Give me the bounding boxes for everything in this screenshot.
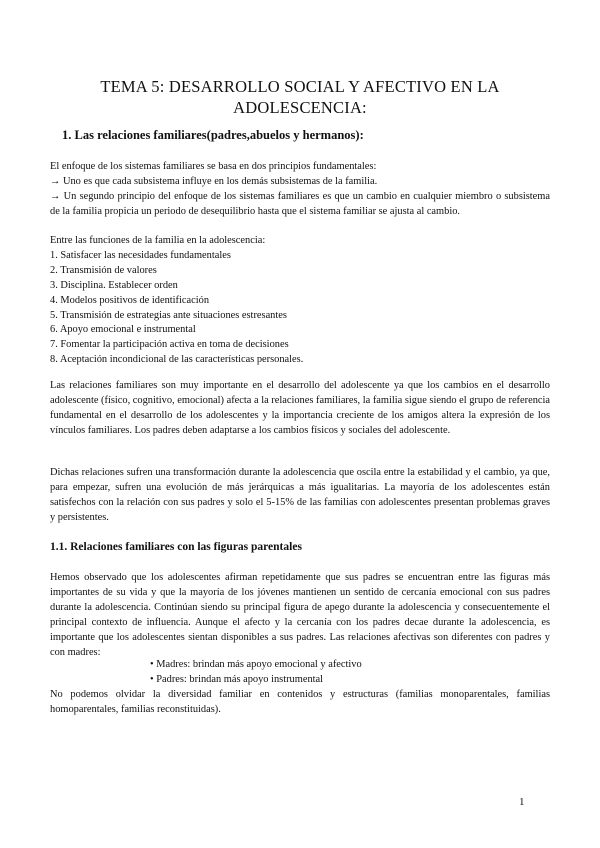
page-number: 1 [519, 796, 525, 808]
functions-lead: Entre las funciones de la familia en la adolescencia: [50, 235, 266, 246]
paragraph-4: No podemos olvidar la diversidad familiar en contenidos y estructuras (familias monoparentales, familias homoparentales, familias reconstituidas). [50, 689, 550, 715]
bullet-list [150, 658, 362, 688]
list-item: 4. Modelos positivos de identificación [50, 294, 210, 306]
list-item: 1. Satisfacer las necesidades fundamentales [50, 249, 231, 261]
intro-block [50, 160, 550, 220]
list-item: 6. Apoyo emocional e instrumental [50, 324, 196, 336]
paragraph-1: Las relaciones familiares son muy importante en el desarrollo del adolescente ya que los cambios en el desarrollo adolescente (físico, cognitivo, emocional) afecta a la relaciones familiares, la familia sigue siendo el grupo de referencia fundamental en el desarrollo de los adolescentes y la importancia creciente de los amigos altera la expresión de los vínculos familiares. Los padres deben adaptarse a los cambios físicos y sociales del adolescente. [50, 380, 550, 436]
section-heading-1-1: 1.1. Relaciones familiares con las figuras parentales [50, 541, 302, 553]
bullet-item-madres: • Madres: brindan más apoyo emocional y afectivo [150, 659, 362, 670]
paragraph-3: Hemos observado que los adolescentes afirman repetidamente que sus padres se encuentran entre las figuras más importantes de su vida y que la mayoría de los jóvenes mantienen un sentido de cercanía emocional con sus padres durante la adolescencia. Continúan siendo su principal figura de apego durante la adolescencia y consecuentemente el principal contexto de influencia. Aunque el afecto y la cercanía con los padres decae durante la adolescencia, es importante que los adolescentes sientan disponibles a sus padres. Las relaciones afectivas son diferentes con padres y con madres: [50, 572, 550, 658]
paragraph-2: Dichas relaciones sufren una transformación durante la adolescencia que oscila entre la estabilidad y el cambio, ya que, para empezar, sufren una evolución de más jerárquicas a más igualitarias. La mayoría de los adolescentes están satisfechos con la relación con sus padres y solo el 5-15% de las familias con adolescentes presentan problemas graves y persistentes. [50, 467, 550, 523]
list-item: 3. Disciplina. Establecer orden [50, 279, 178, 291]
list-item: 2. Transmisión de valores [50, 264, 157, 276]
section-heading-1: 1. Las relaciones familiares(padres,abuelos y hermanos): [62, 128, 364, 142]
list-item: 8. Aceptación incondicional de las características personales. [50, 354, 304, 366]
bullet-item-padres: • Padres: brindan más apoyo instrumental [150, 673, 324, 685]
intro-lead: El enfoque de los sistemas familiares se basa en dos principios fundamentales: [50, 161, 377, 172]
functions-list [50, 234, 550, 368]
list-item: 5. Transmisión de estrategias ante situaciones estresantes [50, 309, 287, 321]
intro-point-2: → Un segundo principio del enfoque de los sistemas familiares es que un cambio en cualquier miembro o subsistema de la familia propicia un periodo de desequilibrio hasta que el sistema familiar se ajusta al cambio. [50, 190, 550, 217]
page-title: TEMA 5: DESARROLLO SOCIAL Y AFECTIVO EN LA ADOLESCENCIA: [100, 77, 500, 117]
intro-point-1: → Uno es que cada subsistema influye en los demás subsistemas de la familia. [50, 175, 378, 187]
list-item: 7. Fomentar la participación activa en toma de decisiones [50, 339, 289, 351]
